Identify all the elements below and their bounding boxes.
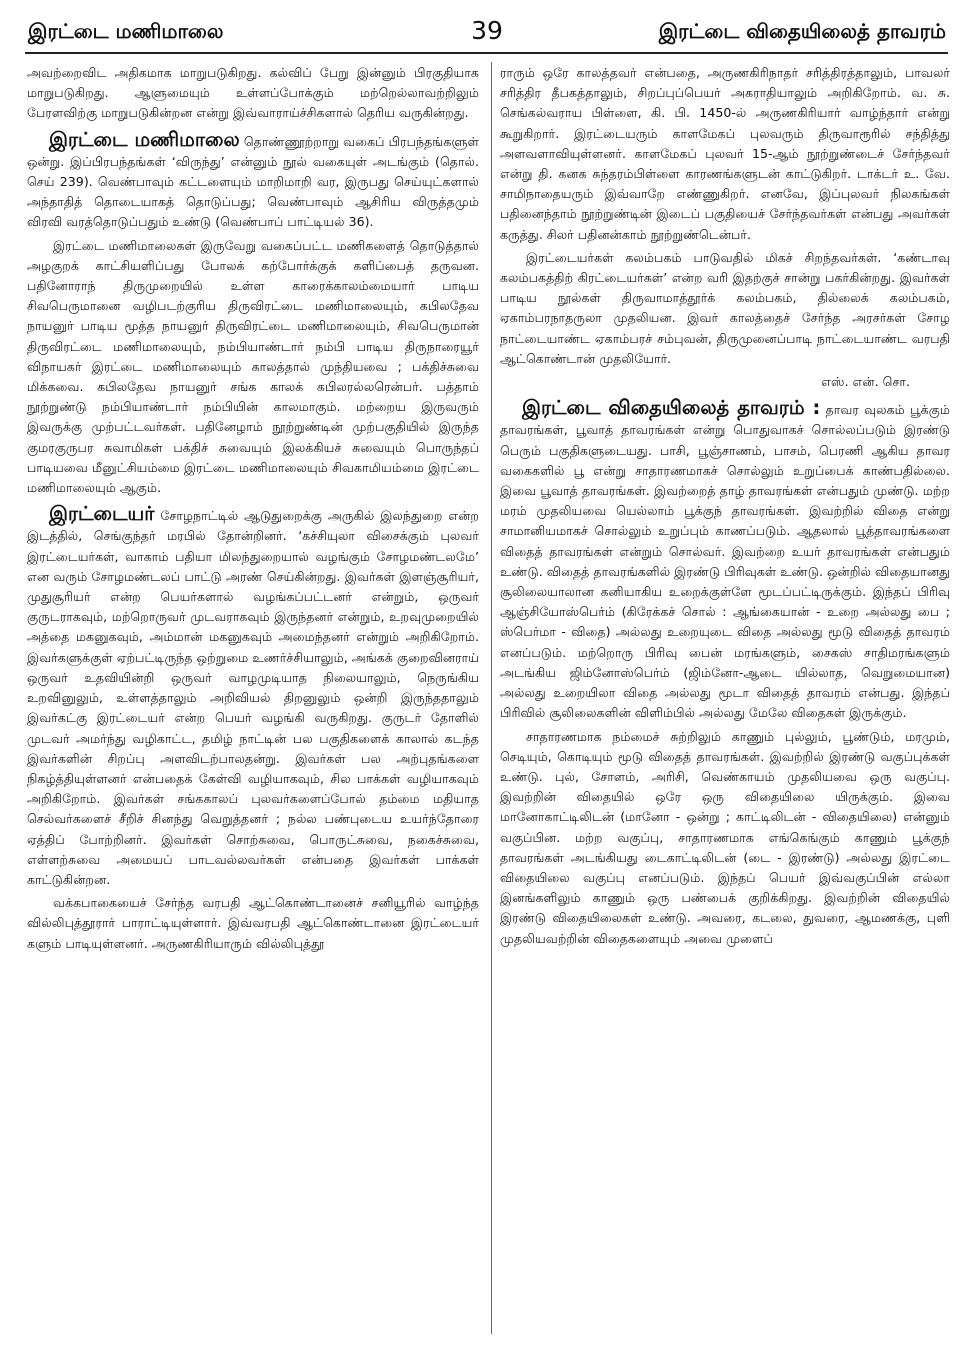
- entry-text: தொண்ணூற்றாறு வகைப் பிரபந்தங்களுள் ஒன்று. இப்பிரபந்தங்கள் ‘விருந்து’ என்னும் நூல் வகையுள் அடங்கும் (தொல். செய் 239). வெண்பாவும் கட்டளையும் மாறிமாறி வர, இருபது செய்யுட்களால் அந்தாதித் தொடையாகத் தொடுப்பது; வெண்பாவும் ஆசிரிய விருத்தமும் விரவி வரத்தொடுப்பதும் உண்டு (வெண்பாப் பாட்டியல் 36).: [27, 133, 479, 230]
- column-divider: [491, 62, 492, 1334]
- entry-headword: இரட்டை விதையிலைத் தாவரம் :: [522, 396, 821, 420]
- running-head-left: இரட்டை மணிமாலை: [28, 18, 224, 43]
- page-header: [28, 16, 946, 48]
- running-head-right: இரட்டை விதையிலைத் தாவரம்: [658, 18, 946, 43]
- entry-irattai-manimalai: [27, 127, 479, 233]
- entry-paragraph: வக்கபாகையைச் சேர்ந்த வரபதி ஆட்கொண்டானைச் சனியூரில் வாழ்ந்த வில்லிபுத்தூரார் பாராட்டியுள்ளார். இவ்வரபதி ஆட்கொண்டானை இரட்டையர் களும் பாடியுள்ளனர். அருணகிரியாரும் வில்லிபுத்தூ: [27, 895, 479, 951]
- continued-paragraph: அவற்றைவிட அதிகமாக மாறுபடுகிறது. கல்விப் பேறு இன்னும் பிரகுதியாக மாறுபடுகிறது. ஆளுமையும் உள்ளப்போக்கும் மற்றெல்லாவற்றிலும் பேரளவிற்கு மாறுபடுகின்றன என்று இவ்வாராய்ச்சிகளால் தெரிய வருகின்றது.: [27, 65, 479, 121]
- entry-text: சோழநாட்டில் ஆடுதுறைக்கு அருகில் இலந்துறை என்ற இடத்தில், செங்குந்தர் மரபில் தோன்றினர். ‘கச்சியுலா விசைக்கும் புலவர் இரட்டையர்கள், வாகாம் பதியா மிலந்துறையால் வழங்கும் சோழமண்டலமே’ என வரும் சோழமண்டலப் பாட்டு அரண் செய்கின்றது. இவர்கள் இளஞ்சூரியர், முதுசூரியர் என்ற பெயர்களால் வழங்கப்பட்டனர் என்றும், ஒருவர் குருடராகவும், மற்றொருவர் முடவராகவும் இருந்தனர் என்றும், உறவுமுறையில் அத்தை மகனுகவும், அம்மான் மகனுகவும் அமைந்தனர் என்றும் அறிகிறோம். இவர்களுக்குள் ஏற்பட்டிருந்த ஒற்றுமை உணர்ச்சியாலும், அங்கக் குறைவினராய் ஒருவர் உதவியின்றி ஒருவர் வாழமுடியாத நிலையாலும், நெருங்கிய உறவினுலும், உள்ளத்தாலும் அறிவியல் திறனுலும் ஒன்றி இருந்ததாலும் இவர்கட்கு இரட்டையர் என்ற பெயர் வழங்கி வருகிறது. குருடர் தோளில் முடவர் அமர்ந்து வழிகாட்ட, தமிழ் நாட்டின் பல பகுதிகளைக் காலால் கடந்த இவர்களின் சிறப்பு அளவிடற்பாலதன்று. இவர்கள் பல அற்புதங்களை நிகழ்த்தியுள்ளனர் என்பதைக் கேள்வி வழியாகவும், சில பாக்கள் வழியாகவும் அறிகிறோம். இவர்கள் சங்ககாலப் புலவர்களைப்போல் தம்மை மதியாத செல்வர்களைச் சீறிச் சினந்து வெறுத்தனர் ; நல்ல பண்புடைய உயர்ந்தோரை ஏத்திப் போற்றினர். இவர்கள் சொற்சுவை, பொருட்சுவை, நகைச்சுவை, எள்ளற்சுவை அமையப் பாடவல்லவர்கள் என்பதை இவர்கள் பாக்கள் காட்டுகின்றன.: [27, 508, 479, 887]
- entry-text: தாவர வுலகம் பூக்கும் தாவரங்கள், பூவாத் தாவரங்கள் என்று பொதுவாகச் சொல்லப்படும் இரண்டு பெரும் பகுதிகளுடையது. பாசி, பூஞ்சாணம், பாசம், பெரணி ஆகிய தாவர வகைகளில் பூ என்று சாதாரணமாகச் சொல்லும் உறுப்பைக் காண்பதில்லை. இவை பூவாத் தாவரங்கள். இவற்றைத் தாழ் தாவரங்கள் என்பதும் முண்டு. மற்ற மரம் முதலியவை யெல்லாம் பூக்குந் தாவரங்கள். இவற்றில் விதை என்று சாமானியமாகச் சொல்லும் உறுப்பும் காணப்படும். ஆதலால் பூத்தாவரங்களை விதைத் தாவரங்கள் என்றும் சொல்வர். இவற்றை உயர் தாவரங்கள் என்பதும் உண்டு. விதைத் தாவரங்களில் இரண்டு பிரிவுகள் உண்டு. ஒன்றில் விதையானது சூலிலையாலான கனியாகிய உறைக்குள்ளே மூடப்பட்டிருக்கும். இந்தப் பிரிவு ஆஞ்சியோஸ்பெர்ம் (கிரேக்கச் சொல் : ஆங்கையான் - உறை அல்லது பை ; ஸ்பெர்மா - விதை) அல்லது உறையுடை விதை அல்லது மூடு விதைத் தாவரம் எனப்படும். மற்றொரு பிரிவு பைன் மரங்களும், சைகஸ் சாதிமரங்களும் அடங்கிய ஜிம்னோஸ்பெர்ம் (ஜிம்னோ-ஆடை யில்லாத, வெறுமையான) அல்லது உறையிலா விதை அல்லது மூடா விதைத் தாவரம் என்பது. இந்தப் பிரிவில் சூலிலைகளின் விளிம்பில் அல்லது மேலே விதைகள் இருக்கும்.: [500, 402, 950, 721]
- left-column: [27, 63, 479, 1338]
- entry-headword: இரட்டை மணிமாலை: [49, 127, 240, 151]
- entry-paragraph: இரட்டையர்கள் கலம்பகம் பாடுவதில் மிகச் சிறந்தவர்கள். ‘கண்டாவு கலம்பகத்திற் கிரட்டையர்கள்’ என்ற வரி இதற்குச் சான்று பகர்கின்றது. இவர்கள் பாடிய நூல்கள் திருவாமாத்தூர்க் கலம்பகம், தில்லைக் கலம்பகம், ஏகாம்பரநாதருலா முதலியன. இவர் காலத்தைச் சேர்ந்த அரசர்கள் சோழ நாட்டையாண்ட ஏகாம்பரச் சம்புவன், திருமுனைப்பாடி நாட்டையாண்ட வரபதி ஆட்கொண்டான் முதலியோர்.: [500, 249, 950, 366]
- continued-paragraph: ராரும் ஒரே காலத்தவர் என்பதை, அருணகிரிநாதர் சரித்திரத்தாலும், பாவலர் சரித்திர தீபகத்தாலும், சிறப்புப்பெயர் அகராதியாலும் அறிகிறோம். வ. சு. செங்கல்வராய பிள்ளை, கி. பி. 1450-ல் அருணகிரியார் வாழ்ந்தார் என்று கூறுகிறார். இரட்டையரும் காளமேகப் புலவரும் திருவாரூரில் சந்தித்து அளவளாவியுள்ளனர். காளமேகப் புலவர் 15-ஆம் நூற்றுண்டைச் சேர்ந்தவர் என்று தி. கனக சுந்தரம்பிள்ளை காரணங்களுடன் காட்டுகிறர். டாக்டர் உ. வே. சாமிநாதையரும் இவ்வாறே எண்ணுகிறர். எனவே, இப்புலவர் நிலகங்கள் பதினைந்தாம் நூற்றுண்டின் இடைப் பகுதியைச் சேர்ந்தவர்கள் என்பது அவர்கள் கருத்து. சிலர் பதினன்காம் நூற்றுண்டென்பர்.: [500, 65, 950, 242]
- entry-irattaiyar: [27, 504, 479, 890]
- page-number: 39: [471, 16, 503, 45]
- entry-paragraph: இரட்டை மணிமாலைகள் இருவேறு வகைப்பட்ட மணிகளைத் தொடுத்தால் அழகுறக் காட்சியளிப்பது போலக் கற்போர்க்குக் களிப்பைத் தருவன. பதினோராந் திருமுறையில் உள்ள காரைக்காலம்மையார் பாடிய சிவபெருமானை வழிபடற்குரிய திருவிரட்டை மணிமாலையும், கபிலதேவ நாயனுர் பாடிய மூத்த நாயனுர் திருவிரட்டை மணிமாலையும், சிவபெருமான் திருவிரட்டை மணிமாலையும், நம்பியாண்டார் நம்பி பாடிய திருநாரையூர் விநாயகர் இரட்டை மணிமாலையும் காலத்தால் முந்தியவை ; பக்திச்சுவை மிக்கவை. கபிலதேவ நாயனுர் சங்க காலக் கபிலரல்லரென்பர். பத்தாம் நூற்றுண்டு நம்பியாண்டார் நம்பியின் காலமாகும். மற்றைய இருவரும் இவருக்கு முற்பட்டவர்கள். பதினேழாம் நூற்றுண்டின் முற்பகுதியில் இருந்த குமரகுருபர சுவாமிகள் பக்திச் சுவையும் இலக்கியச் சுவையும் பொருந்தப் பாடியவை மீனுட்சியம்மை இரட்டை மணிமாலையும் சிவகாமியம்மை இரட்டை மணிமாலையும் ஆகும்.: [27, 237, 479, 496]
- entry-dicotyledon: [500, 398, 950, 723]
- author-signature: எஸ். என். சொ.: [821, 374, 910, 390]
- right-column: [500, 63, 950, 1338]
- entry-paragraph: சாதாரணமாக நம்மைச் சுற்றிலும் காணும் புல்லும், பூண்டும், மரமும், செடியும், கொடியும் மூடு விதைத் தாவரங்கள். இவற்றில் இரண்டு வகுப்புக்கள் உண்டு. புல், சோளம், அரிசி, வெண்காயம் முதலியவை ஒரு வகுப்பு. இவற்றின் விதையில் ஒரே ஒரு விதையிலை யிருக்கும். இவை மானோகாட்டிலிடன் (மானோ - ஒன்று ; காட்டிலிடன் - விதையிலை) என்னும் வகுப்பின. மற்ற வகுப்பு, சாதாரணமாக எங்கெங்கும் காணும் பூக்குந் தாவரங்கள் அடங்கியது டைகாட்டிலிடன் (டை - இரண்டு) அல்லது இரட்டை விதையிலை வகுப்பு எனப்படும். இந்தப் பெயர் இவ்வகுப்பின் எல்லா இனங்களிலும் காணும் ஒரு பண்பைக் குறிக்கிறது. இவற்றின் விதையில் இரண்டு விதையிலைகள் உண்டு. அவரை, கடலை, துவரை, ஆமணக்கு, புளி முதலியவற்றின் விதைகளையும் அவை முளைப்: [500, 728, 950, 946]
- header-rule: [25, 52, 948, 54]
- entry-headword: இரட்டையர்: [49, 502, 155, 526]
